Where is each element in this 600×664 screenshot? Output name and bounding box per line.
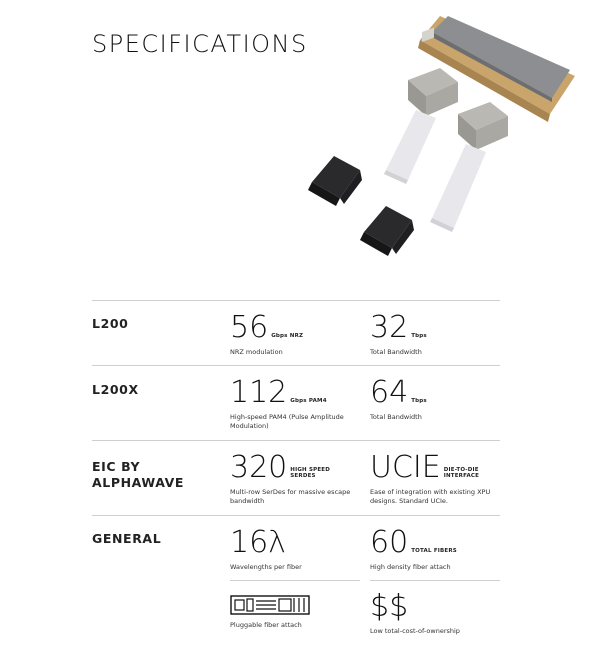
row-label-eic: EIC BY ALPHAWAVE — [92, 459, 185, 490]
spec-unit: TOTAL FIBERS — [411, 548, 457, 554]
divider — [370, 580, 500, 581]
spec-general-fibers — [370, 525, 457, 572]
spec-value: 32 — [370, 310, 409, 345]
spec-value: 56 — [230, 310, 269, 345]
spec-l200x-bandwidth — [370, 375, 427, 422]
row-label-general: GENERAL — [92, 531, 162, 546]
spec-desc: High-speed PAM4 (Pulse Amplitude Modulation) — [230, 413, 344, 430]
spec-unit: Gbps PAM4 — [290, 398, 327, 404]
spec-unit: Tbps — [411, 333, 427, 339]
spec-value: 16λ — [230, 525, 286, 560]
spec-desc: Total Bandwidth — [370, 413, 422, 421]
spec-desc: Wavelengths per fiber — [230, 563, 302, 571]
page-title: SPECIFICATIONS — [92, 30, 308, 58]
divider — [92, 300, 500, 301]
spec-l200-bandwidth — [370, 310, 427, 357]
spec-desc: Low total-cost-of-ownership — [370, 627, 460, 635]
divider — [92, 515, 500, 516]
spec-general-wavelengths — [230, 525, 302, 572]
spec-unit: HIGH SPEED SERDES — [290, 467, 331, 479]
fiber-connector-icon — [230, 594, 310, 616]
row-label-l200: L200 — [92, 316, 129, 331]
spec-general-connector — [230, 594, 310, 630]
spec-value: 64 — [370, 375, 409, 410]
spec-desc: NRZ modulation — [230, 348, 283, 356]
spec-value: $$ — [370, 589, 409, 624]
divider — [92, 440, 500, 441]
spec-value: 60 — [370, 525, 409, 560]
divider — [230, 580, 360, 581]
spec-desc: Ease of integration with existing XPU designs. Standard UCIe. — [370, 488, 491, 505]
optical-chip-illustration — [290, 10, 580, 260]
spec-eic-ucie — [370, 450, 500, 506]
row-label-l200x: L200X — [92, 382, 139, 397]
spec-l200x-rate — [230, 375, 360, 431]
spec-l200-rate — [230, 310, 304, 357]
spec-unit: Tbps — [411, 398, 427, 404]
spec-value: 112 — [230, 375, 288, 410]
spec-value: 320 — [230, 450, 288, 485]
spec-desc: Pluggable fiber attach — [230, 621, 302, 629]
spec-desc: Total Bandwidth — [370, 348, 422, 356]
spec-desc: Multi-row SerDes for massive escape bandwidth — [230, 488, 351, 505]
spec-unit: Gbps NRZ — [271, 333, 304, 339]
divider — [92, 365, 500, 366]
spec-desc: High density fiber attach — [370, 563, 451, 571]
spec-unit: DIE-TO-DIE INTERFACE — [443, 467, 480, 479]
spec-value: UCIE — [370, 450, 441, 485]
spec-general-cost — [370, 589, 460, 636]
spec-eic-serdes — [230, 450, 365, 506]
